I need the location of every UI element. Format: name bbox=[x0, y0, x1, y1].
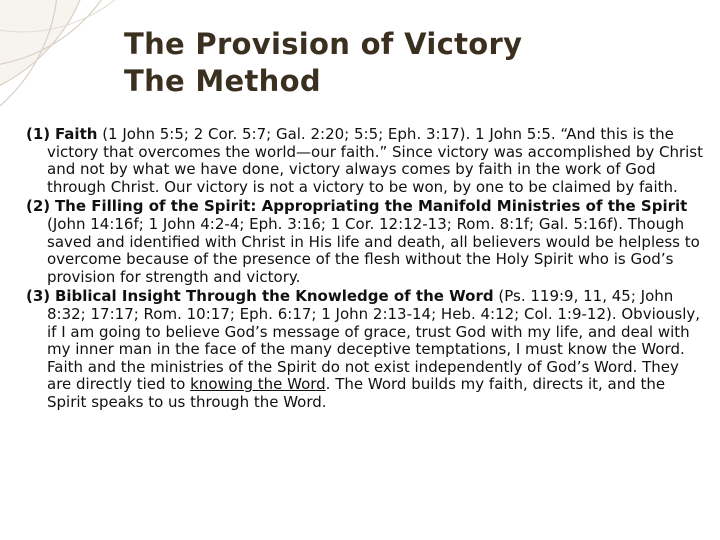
point-number: (1) bbox=[26, 125, 51, 143]
title-line-1: The Provision of Victory bbox=[124, 27, 523, 61]
slide-body bbox=[26, 126, 704, 414]
point-text: (John 14:16f; 1 John 4:2-4; Eph. 3:16; 1 Cor. 12:12-13; Rom. 8:1f; Gal. 5:16f). Though saved and identified with Christ in His life and death, all believers would be helpless to overcome because of the presence of the flesh without the Holy Spirit who is God’s provision for strength and victory. bbox=[47, 214, 700, 286]
point-text: (1 John 5:5; 2 Cor. 5:7; Gal. 2:20; 5:5; Eph. 3:17). 1 John 5:5. “And this is the victory that overcomes the world—our faith.” Since victory was accomplished by Christ and not by what we have done, victory always comes by faith in the work of God through Christ. Our victory is not a victory to be won, by one to be claimed by faith. bbox=[47, 125, 703, 196]
page-title bbox=[124, 26, 522, 100]
title-line-2: The Method bbox=[124, 64, 321, 98]
list-item-faith bbox=[26, 126, 704, 196]
point-number: (2) bbox=[26, 197, 51, 216]
point-heading: Biblical Insight Through the Knowledge of the Word bbox=[54, 287, 494, 306]
list-item-biblical-insight bbox=[26, 288, 704, 411]
point-text-after: . The Word builds my faith, directs it, and the Spirit speaks to us through the Word. bbox=[47, 375, 666, 411]
underlined-phrase: knowing the Word bbox=[190, 375, 326, 394]
point-text: (Ps. 119:9, 11, 45; John 8:32; 17:17; Rom. 10:17; Eph. 6:17; 1 John 2:13-14; Heb. 4:12; Col. 1:9-12). Obviously, if I am going to believe God’s message of grace, trust God with my life, and deal with my inner man in the face of the many deceptive temptations, I must know the Word. Faith and the ministries of the Spirit do not exist independently of God’s Word. They are directly tied to bbox=[47, 287, 701, 394]
point-number: (3) bbox=[26, 287, 51, 306]
point-heading: Faith bbox=[54, 125, 98, 143]
point-heading: The Filling of the Spirit: Appropriating the Manifold Ministries of the Spirit bbox=[54, 197, 688, 216]
list-item-filling-of-spirit bbox=[26, 198, 704, 286]
decorative-ring bbox=[0, 0, 94, 104]
